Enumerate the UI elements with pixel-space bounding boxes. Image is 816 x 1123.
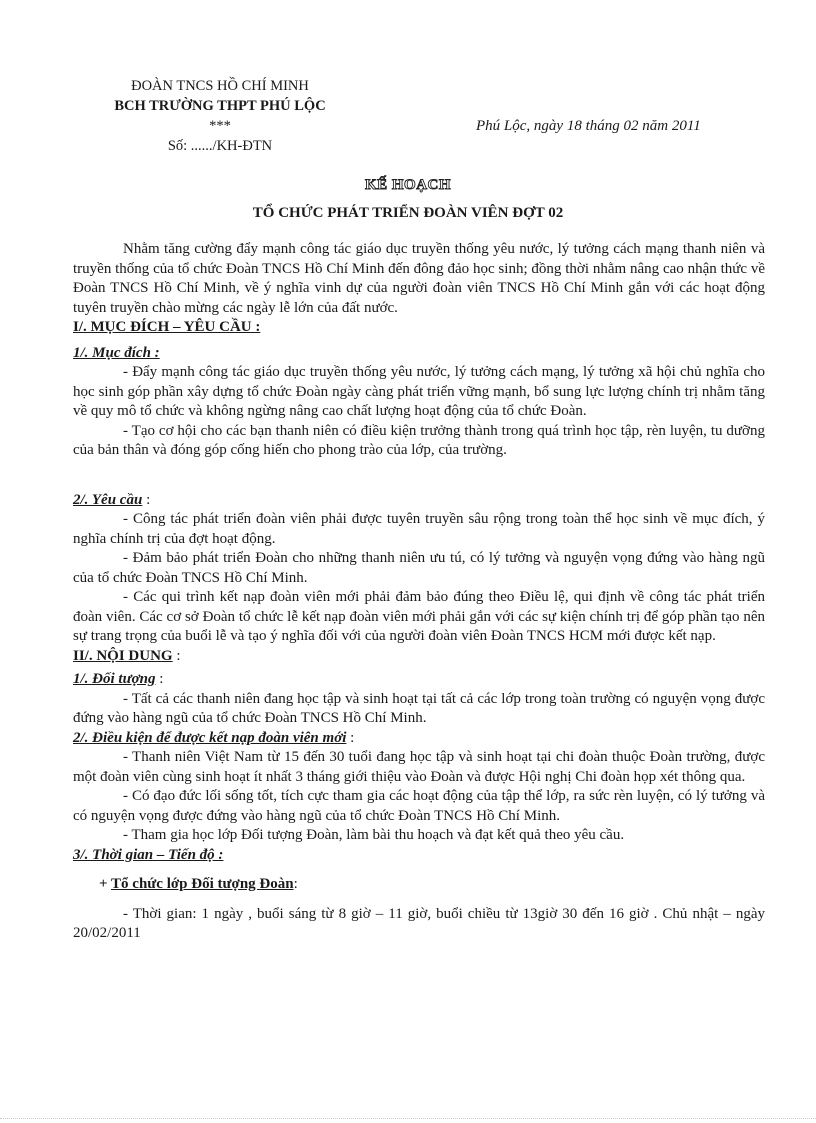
doi-tuong-heading-line bbox=[73, 670, 765, 690]
school-name: BCH TRƯỜNG THPT PHÚ LỘC bbox=[114, 98, 326, 114]
document-number: Số: ....../KH-ĐTN bbox=[167, 138, 273, 154]
dieu-kien-item-2: - Có đạo đức lối sống tốt, tích cực tham gia các hoạt động của tập thể lớp, ra sức rèn luyện, có lý tưởng và có nguyện vọng được đứng vào hàng ngũ của tổ chức Đoàn TNCS Hồ Chí Minh. bbox=[73, 788, 765, 824]
dieu-kien-suffix: : bbox=[346, 729, 355, 746]
dieu-kien-item-3: - Tham gia học lớp Đối tượng Đoàn, làm bài thu hoạch và đạt kết quả theo yêu cầu. bbox=[123, 827, 625, 843]
doi-tuong-heading: 1/. Đối tượng bbox=[73, 671, 156, 687]
yeu-cau-item-3: - Các qui trình kết nạp đoàn viên mới phải đảm bảo đúng theo Điều lệ, qui định về công tác phát triển đoàn viên. Các cơ sở Đoàn tổ chức lễ kết nạp đoàn viên mới phải gắn với các sự kiện chính trị để góp phần tạo nên sự trang trọng của buổi lễ và tạo ý nghĩa đối với của người đoàn viên Đoàn TNCS HCM mới được kết nạp. bbox=[73, 589, 765, 644]
place-date: Phú Lộc, ngày 18 tháng 02 năm 2011 bbox=[476, 118, 701, 134]
thoi-gian-heading: 3/. Thời gian – Tiến độ : bbox=[73, 846, 224, 863]
muc-dich-item-1: - Đẩy mạnh công tác giáo dục truyền thống yêu nước, lý tưởng cách mạng, lý tưởng xã hội chủ nghĩa cho học sinh góp phần xây dựng tổ chức Đoàn ngày càng phát triển vững mạnh, bổ sung lực lượng chính trị nhằm tăng về quy mô tổ chức và không ngừng nâng cao chất lượng hoạt động của tổ chức Đoàn. bbox=[73, 364, 765, 419]
section-2-suffix: : bbox=[172, 647, 181, 664]
doi-tuong-item-1: - Tất cả các thanh niên đang học tập và sinh hoạt tại tất cả các lớp trong toàn trường có nguyện vọng được đứng vào hàng ngũ của tổ chức Đoàn TNCS Hồ Chí Minh. bbox=[73, 690, 765, 726]
lop-doi-tuong-heading: Tổ chức lớp Đối tượng Đoàn bbox=[111, 876, 294, 892]
section-2-heading: II/. NỘI DUNG bbox=[73, 647, 173, 664]
intro-paragraph: Nhằm tăng cường đẩy mạnh công tác giáo dục truyền thống yêu nước, lý tưởng cách mạng thanh niên và truyền thống của tổ chức Đoàn TNCS Hồ Chí Minh đến đông đảo học sinh; đồng thời nhằm nâng cao nhận thức về Đoàn TNCS Hồ Chí Minh, về ý nghĩa vinh dự của người đoàn viên TNCS Hồ Chí Minh gắn với các hoạt động tuyên truyền chào mừng các ngày lễ lớn của đất nước. bbox=[73, 241, 765, 316]
muc-dich-heading: 1/. Mục đích : bbox=[73, 344, 160, 361]
muc-dich-item-2: - Tạo cơ hội cho các bạn thanh niên có điều kiện trưởng thành trong quá trình học tập, rèn luyện, tu dưỡng của bản thân và đóng góp cống hiến cho phong trào của lớp, của trường. bbox=[73, 422, 765, 458]
document-title: KẾ HOẠCH bbox=[364, 177, 452, 193]
page-bottom-rule bbox=[0, 1118, 816, 1119]
section-2-heading-line bbox=[73, 647, 765, 667]
dieu-kien-heading: 2/. Điều kiện để được kết nạp đoàn viên mới bbox=[73, 729, 347, 746]
lop-doi-tuong-prefix: + bbox=[99, 876, 112, 892]
document-body bbox=[73, 240, 765, 944]
yeu-cau-item-1: - Công tác phát triển đoàn viên phải được tuyên truyền sâu rộng trong toàn thể học sinh về mục đích, ý nghĩa chính trị của đợt hoạt động. bbox=[73, 511, 765, 547]
thoi-gian-item-1: - Thời gian: 1 ngày , buổi sáng từ 8 giờ – 11 giờ, buổi chiều từ 13giờ 30 đến 16 giờ . Chủ nhật – ngày 20/02/2011 bbox=[73, 905, 765, 941]
yeu-cau-heading-line bbox=[73, 491, 765, 511]
section-1-heading: I/. MỤC ĐÍCH – YÊU CẦU : bbox=[73, 319, 261, 335]
document-subtitle: TỔ CHỨC PHÁT TRIỂN ĐOÀN VIÊN ĐỢT 02 bbox=[252, 205, 564, 221]
lop-doi-tuong-suffix: : bbox=[293, 876, 298, 892]
org-name: ĐOÀN TNCS HỒ CHÍ MINH bbox=[131, 78, 309, 94]
yeu-cau-item-2: - Đảm bảo phát triển Đoàn cho những thanh niên ưu tú, có lý tưởng và nguyện vọng đứng vào hàng ngũ của tổ chức Đoàn TNCS Hồ Chí Minh. bbox=[73, 550, 765, 586]
yeu-cau-suffix: : bbox=[142, 491, 151, 508]
yeu-cau-heading: 2/. Yêu cầu bbox=[73, 491, 143, 508]
issuer-block bbox=[70, 76, 370, 156]
dieu-kien-item-1: - Thanh niên Việt Nam từ 15 đến 30 tuổi đang học tập và sinh hoạt tại chi đoàn thuộc Đoàn trường, được một đoàn viên cùng sinh hoạt ít nhất 3 tháng giới thiệu vào Đoàn và được Hội nghị Chi đoàn họp xét thông qua. bbox=[73, 749, 765, 785]
stars-divider: *** bbox=[209, 118, 231, 134]
doi-tuong-suffix: : bbox=[155, 671, 164, 687]
dieu-kien-heading-line bbox=[73, 729, 765, 749]
lop-doi-tuong-line bbox=[73, 875, 765, 895]
